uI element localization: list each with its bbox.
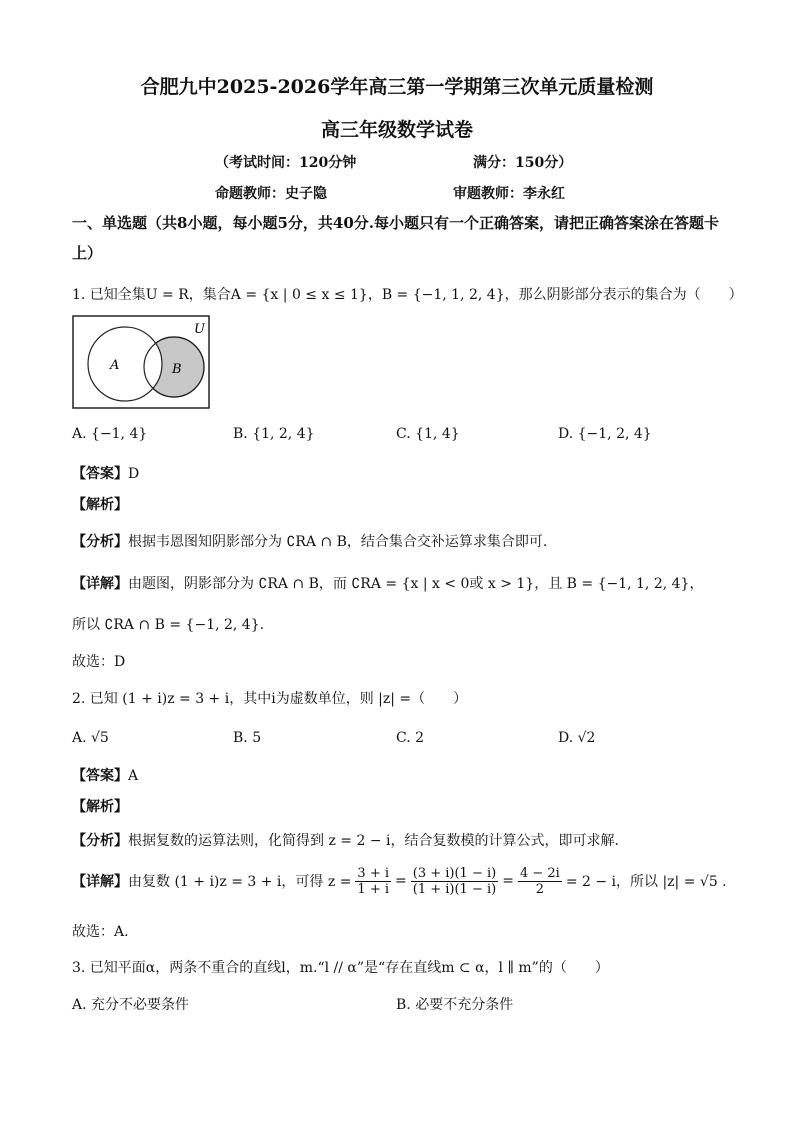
exam-title: 合肥九中2025-2026学年高三第一学期第三次单元质量检测: [140, 76, 654, 98]
full-score: 满分：150分）: [473, 155, 573, 171]
q2-option-c[interactable]: C. 2: [396, 730, 425, 746]
fraction-2-den: (1 + i)(1 − i): [412, 881, 497, 897]
xiangjie-tag: 【详解】: [72, 874, 128, 890]
q1-xiangjie: [72, 573, 703, 593]
q1-stem: 1. 已知全集U = R，集合A = {x | 0 ≤ x ≤ 1}，B = {−1, 1, 2, 4}，那么阴影部分表示的集合为（ ）: [72, 287, 743, 303]
fenxi-tag: 【分析】: [72, 833, 128, 849]
venn-label-b: B: [172, 362, 182, 377]
reviewer-teacher: 审题教师：李永红: [453, 186, 565, 202]
section-heading: 一、单选题（共8小题，每小题5分，共40分.每小题只有一个正确答案，请把正确答案涂在答题卡上）: [72, 214, 719, 262]
q3-option-b[interactable]: B. 必要不充分条件: [396, 997, 514, 1013]
fraction-3: [518, 866, 562, 897]
answer-value: D: [128, 466, 140, 482]
venn-label-u: U: [194, 322, 205, 337]
q2-option-a[interactable]: A. √5: [72, 730, 109, 746]
q2-analysis-tag: 【解析】: [72, 799, 128, 815]
q3-stem: 3. 已知平面α，两条不重合的直线l，m.“l // α”是“存在直线m ⊂ α，l ∥ m”的（ ）: [72, 960, 609, 976]
q1-fenxi: [72, 531, 547, 551]
fraction-2-num: (3 + i)(1 − i): [412, 865, 497, 881]
q3-option-a[interactable]: A. 充分不必要条件: [72, 997, 190, 1013]
answer-tag: 【答案】: [72, 768, 128, 784]
q1-answer: [72, 463, 139, 483]
q1-option-c[interactable]: C. {1, 4}: [396, 426, 460, 442]
fenxi-tag: 【分析】: [72, 534, 128, 550]
fraction-1: [355, 866, 391, 897]
q1-option-d[interactable]: D. {−1, 2, 4}: [558, 426, 652, 442]
xiangjie-text-a: 由复数 (1 + i)z = 3 + i，可得 z =: [128, 874, 352, 890]
venn-diagram: [72, 315, 210, 410]
q1-analysis-tag: 【解析】: [72, 497, 128, 513]
fenxi-text: 根据复数的运算法则，化简得到 z = 2 − i，结合复数模的计算公式，即可求解.: [128, 833, 619, 849]
exam-time: （考试时间：120分钟: [215, 155, 357, 171]
q1-result: 所以 ∁RA ∩ B = {−1, 2, 4}.: [72, 617, 265, 633]
exam-subtitle: 高三年级数学试卷: [320, 119, 473, 141]
setter-teacher: 命题教师：史子隐: [215, 186, 327, 202]
answer-tag: 【答案】: [72, 466, 128, 482]
q2-fenxi: [72, 830, 619, 850]
q2-option-d[interactable]: D. √2: [558, 730, 596, 746]
answer-value: A: [128, 768, 139, 784]
venn-label-a: A: [110, 358, 120, 373]
q1-choose: 故选：D: [72, 654, 126, 670]
xiangjie-text-b: = 2 − i，所以 |z| = √5 .: [565, 874, 727, 890]
fenxi-text: 根据韦恩图知阴影部分为 ∁RA ∩ B，结合集合交补运算求集合即可.: [128, 534, 548, 550]
q2-stem: 2. 已知 (1 + i)z = 3 + i，其中i为虚数单位，则 |z| =（ ）: [72, 691, 468, 707]
q2-option-b[interactable]: B. 5: [233, 730, 262, 746]
q2-answer: [72, 765, 138, 785]
q1-option-a[interactable]: A. {−1, 4}: [72, 426, 148, 442]
q1-option-b[interactable]: B. {1, 2, 4}: [233, 426, 315, 442]
q2-choose: 故选：A.: [72, 924, 129, 940]
fraction-1-den: 1 + i: [357, 881, 390, 897]
xiangjie-text: 由题图，阴影部分为 ∁RA ∩ B，而 ∁RA = {x | x < 0或 x > 1}，且 B = {−1, 1, 2, 4}，: [128, 576, 704, 592]
fraction-3-den: 2: [535, 881, 545, 897]
q2-xiangjie: 【详解】 由复数 (1 + i)z = 3 + i，可得 z = $\frac{3 + i}{1 + i}$ = $\frac{(3 + i)(1 - i)}{(1 + i)(1 - i)}$ = $\frac{4 - 2i}{2}$ = 2 − i，所以 |z| = √5 .: [72, 865, 727, 897]
fraction-1-num: 3 + i: [357, 865, 390, 881]
fraction-3-num: 4 − 2i: [519, 865, 560, 881]
fraction-2: [411, 866, 498, 897]
xiangjie-tag: 【详解】: [72, 576, 128, 592]
